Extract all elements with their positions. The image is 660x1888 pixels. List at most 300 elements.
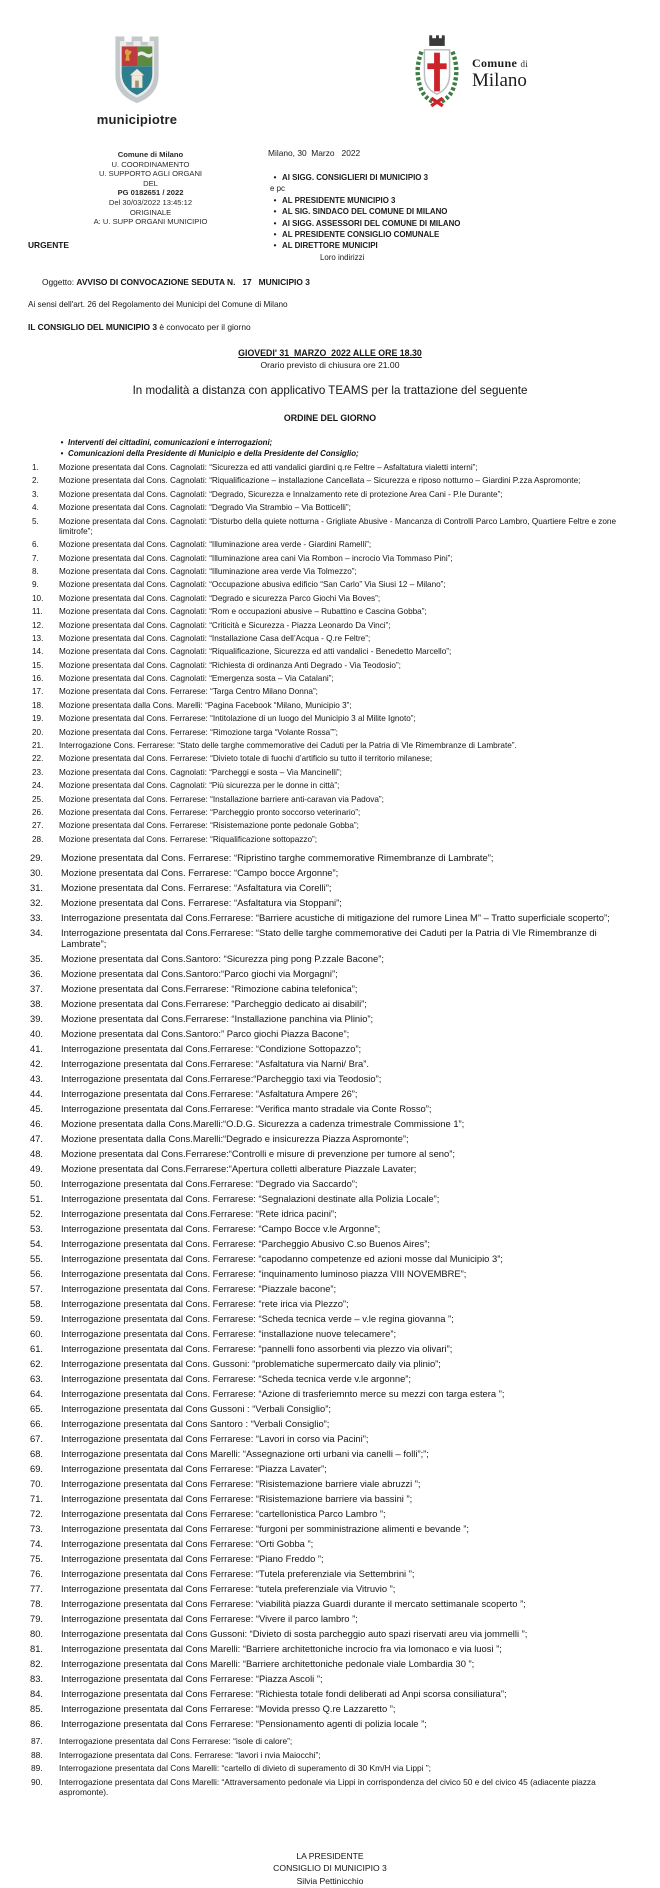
agenda-item	[28, 503, 632, 513]
agenda-item	[28, 1493, 632, 1505]
agenda-item	[28, 1163, 632, 1175]
agenda-item-text: Mozione presentata dal Cons. Cagnolati: “Illuminazione area verde - Giardini Ramelli”;	[59, 540, 372, 550]
agenda-item-number: 7.	[32, 553, 39, 563]
agenda-item-text: Interrogazione presentata dal Cons Ferrarese: “furgoni per somministrazione alimenti e bevande ”;	[61, 1522, 470, 1534]
preliminary-item	[28, 437, 632, 448]
agenda-item-number: 86.	[30, 1717, 44, 1729]
agenda-item	[28, 661, 632, 671]
agenda-item	[28, 490, 632, 500]
agenda-item-text: Interrogazione presentata dal Cons.Ferrarese: “Barriere acustiche di mitigazione del rumore Linea M” – Tratto superficiale scoperto”;	[61, 911, 610, 923]
agenda-item	[28, 1073, 632, 1085]
agenda-item-number: 74.	[30, 1537, 44, 1549]
agenda-item-number: 89.	[31, 1763, 43, 1774]
agenda-item	[28, 674, 632, 684]
comune-di-milano-wreath-icon	[408, 34, 466, 112]
agenda-item-text: Interrogazione presentata dal Cons Ferrarese: “viabilità piazza Guardi durante il mercato settimanale scoperto ”;	[61, 1597, 526, 1609]
bullet-icon: •	[273, 195, 277, 205]
agenda-item-number: 80.	[30, 1627, 44, 1639]
agenda-item-number: 67.	[30, 1432, 44, 1444]
agenda-item-text: Mozione presentata dal Cons. Ferrarese: “Rimozione targa “Volante Rossa””;	[59, 727, 338, 737]
recipient-text: AL SIG. SINDACO DEL COMUNE DI MILANO	[282, 207, 448, 217]
agenda-item	[28, 554, 632, 564]
agenda-item	[28, 768, 632, 778]
agenda-item-text: Mozione presentata dal Cons.Ferrarese:“Apertura colletti alberature Piazzale Lavater;	[61, 1163, 417, 1175]
agenda-item-text: Mozione presentata dal Cons.Santoro: “Sicurezza ping pong P.zzale Bacone”;	[61, 953, 384, 965]
agenda-item-number: 20.	[32, 727, 44, 737]
agenda-item	[28, 1736, 632, 1746]
agenda-item-text: Interrogazione presentata dal Cons Gussoni: “Divieto di sosta parcheggio auto spazi riservati areu via jommelli ”;	[61, 1627, 528, 1639]
agenda-item-number: 47.	[30, 1133, 44, 1145]
agenda-item-number: 83.	[30, 1672, 44, 1684]
agenda-item-number: 76.	[30, 1567, 44, 1579]
stamp-line: Del 30/03/2022 13:45:12	[108, 197, 193, 207]
agenda-item-text: Mozione presentata dal Cons. Cagnolati: “Più sicurezza per le donne in città”;	[59, 781, 340, 791]
agenda-item-number: 87.	[31, 1736, 43, 1747]
agenda-item-number: 3.	[32, 489, 39, 499]
stamp-line: DEL	[143, 178, 158, 188]
agenda-item-text: Interrogazione presentata dal Cons. Ferrarese: “capodanno competenze ed azioni mosse dal Municipio 3”;	[61, 1253, 503, 1265]
signature-block	[28, 1850, 632, 1888]
agenda-item-text: Mozione presentata dal Cons. Ferrarese: “Installazione barriere anti-caravan via Padova”;	[59, 794, 384, 804]
agenda-item-text: Mozione presentata dal Cons. Cagnolati: “Illuminazione area cani Via Rombon – incrocio Via Tommaso Pini”;	[59, 553, 453, 563]
agenda-item-text: Mozione presentata dalla Cons.Marelli:“Degrado e insicurezza Piazza Aspromonte”;	[61, 1133, 409, 1145]
recipient-text: AI SIGG. CONSIGLIERI DI MUNICIPIO 3	[282, 173, 428, 182]
agenda-item-number: 9.	[32, 580, 39, 590]
agenda-item	[28, 1298, 632, 1310]
agenda-item	[28, 998, 632, 1010]
agenda-item-number: 54.	[30, 1238, 44, 1250]
agenda-item-text: Mozione presentata dal Cons. Cagnolati: “Criticità e Sicurezza - Piazza Leonardo Da Vinci”;	[59, 620, 391, 630]
agenda-item-number: 2.	[32, 476, 39, 486]
agenda-item	[28, 1523, 632, 1535]
municipiotre-shield-icon	[110, 30, 164, 106]
agenda-item-number: 25.	[32, 794, 44, 804]
bullet-icon: •	[273, 173, 277, 182]
agenda-item-number: 82.	[30, 1657, 44, 1669]
agenda-item-text: Mozione presentata dal Cons. Ferrarese: “Campo bocce Argonne”;	[61, 866, 339, 878]
agenda-item-number: 38.	[30, 998, 44, 1010]
agenda-item-number: 49.	[30, 1163, 44, 1175]
agenda-item-text: Interrogazione presentata dal Cons. Ferrarese: “lavori i nvia Maiocchi”;	[59, 1749, 321, 1760]
agenda-item	[28, 1613, 632, 1625]
agenda-item-number: 41.	[30, 1043, 44, 1055]
agenda-item	[28, 1508, 632, 1520]
agenda-item-text: Mozione presentata dalla Cons.Marelli:“O.D.G. Sicurezza a cadenza trimestrale Commissione 1”;	[61, 1118, 465, 1130]
agenda-item	[28, 1777, 632, 1798]
agenda-item	[28, 1268, 632, 1280]
agenda-item	[28, 983, 632, 995]
stamp-line: ORIGINALE	[129, 207, 172, 217]
bullet-icon: •	[273, 230, 277, 240]
agenda-item-text: Mozione presentata dal Cons. Cagnolati: “Sicurezza ed atti vandalici giardini q.re Feltre – Asfaltatura vialetti interni”;	[59, 463, 478, 472]
agenda-item	[28, 1178, 632, 1190]
agenda-item	[28, 1343, 632, 1355]
subject-line	[28, 266, 632, 299]
agenda-item-text: Interrogazione presentata dal Cons. Ferrarese: “pannelli fono assorbenti via plezzo via olivari”;	[61, 1343, 453, 1355]
agenda-item-number: 72.	[30, 1507, 44, 1519]
agenda-item	[28, 1358, 632, 1370]
bullet-icon: •	[273, 218, 277, 228]
agenda-item-text: Interrogazione presentata dal Cons Marelli: “Attraversamento pedonale via Lippi in corrispondenza del civico 50 e del civico 45 (adiacente piazza aspromonte).	[59, 1777, 596, 1798]
agenda-item-number: 75.	[30, 1552, 44, 1564]
agenda-item	[28, 912, 632, 924]
agenda-item-text: Interrogazione presentata dal Cons Ferrarese: “Orti Gobba ”;	[61, 1537, 314, 1549]
recipient-text: AI SIGG. ASSESSORI DEL COMUNE DI MILANO	[282, 218, 461, 228]
agenda-item-text: Mozione presentata dal Cons. Cagnolati: “Disturbo della quiete notturna - Grigliate Abusive - Mancanza di Controlli Parco Lambro, Quartiere Feltre e zone limitrofe”;	[59, 516, 617, 536]
agenda-item	[28, 852, 632, 864]
agenda-item-text: Mozione presentata dal Cons.Ferrarese: “Parcheggio dedicato ai disabili”;	[61, 998, 367, 1010]
agenda-item-text: Mozione presentata dal Cons. Ferrarese: “Riqualificazione sottopazzo”;	[59, 834, 318, 844]
agenda-item-number: 88.	[31, 1749, 43, 1760]
agenda-item	[28, 687, 632, 697]
agenda-item-number: 73.	[30, 1522, 44, 1534]
agenda-item-text: Mozione presentata dal Cons. Ferrarese: “Divieto totale di fuochi d’artificio su tutto il territorio milanese;	[59, 754, 433, 764]
agenda-item-number: 44.	[30, 1088, 44, 1100]
agenda-item-text: Interrogazione presentata dal Cons.Ferrarese: “Degrado via Saccardo”;	[61, 1178, 358, 1190]
agenda-item-text: Interrogazione presentata dal Cons.Ferrarese: “Asfaltatura via Narni/ Bra”.	[61, 1058, 369, 1070]
agenda-item-number: 45.	[30, 1103, 44, 1115]
preliminary-items	[28, 437, 632, 459]
bullet-icon: •	[273, 207, 277, 217]
agenda-item-number: 79.	[30, 1612, 44, 1624]
agenda-item	[28, 1463, 632, 1475]
agenda-item	[28, 1418, 632, 1430]
agenda-item-text: Interrogazione presentata dal Cons Ferrarese: “Piazza Ascoli ”;	[61, 1672, 323, 1684]
agenda-item-text: Mozione presentata dal Cons.Ferrarese: “Installazione panchina via Plinio”;	[61, 1013, 374, 1025]
agenda-item	[28, 1763, 632, 1773]
recipient-item	[268, 240, 608, 251]
agenda-item-number: 63.	[30, 1373, 44, 1385]
agenda-item-text: Interrogazione presentata dal Cons Ferrarese: “Piano Freddo ”;	[61, 1552, 324, 1564]
date-line: Milano, 30 Marzo 2022	[268, 148, 361, 158]
agenda-item-number: 34.	[30, 926, 44, 938]
agenda-item-text: Interrogazione presentata dal Cons Marelli: “Barriere architettoniche pedonale viale Lombardia 30 ”;	[61, 1657, 475, 1669]
agenda-item	[28, 463, 632, 473]
agenda-item	[28, 1688, 632, 1700]
agenda-item	[28, 897, 632, 909]
agenda-item-text: Mozione presentata dal Cons.Ferrarese: “Rimozione cabina telefonica”;	[61, 983, 358, 995]
agenda-item-text: Interrogazione presentata dal Cons. Ferrarese: “installazione nuove telecamere”;	[61, 1328, 397, 1340]
agenda-item	[28, 781, 632, 791]
agenda-item-number: 31.	[30, 881, 44, 893]
agenda-item	[28, 835, 632, 845]
agenda-item-number: 53.	[30, 1223, 44, 1235]
agenda-item	[28, 1103, 632, 1115]
agenda-item-text: Mozione presentata dal Cons. Cagnolati: “Parcheggi e sosta – Via Mancinelli”;	[59, 767, 342, 777]
agenda-item	[28, 647, 632, 657]
agenda-item-text: Mozione presentata dal Cons.Ferrarese:“Controlli e misure di prevenzione per tumore al seno”;	[61, 1148, 455, 1160]
di-text: di	[520, 58, 529, 69]
agenda-item-number: 56.	[30, 1268, 44, 1280]
agenda-item-text: Mozione presentata dal Cons. Ferrarese: “Intitolazione di un luogo del Municipio 3 al Milite Ignoto”;	[59, 714, 416, 724]
recipient-item	[268, 218, 608, 229]
agenda-item-number: 26.	[32, 807, 44, 817]
bullet-icon: •	[273, 241, 277, 251]
agenda-item	[28, 1388, 632, 1400]
agenda-item	[28, 1313, 632, 1325]
agenda-item-text: Mozione presentata dal Cons. Ferrarese: “Asfaltatura via Stoppani”;	[61, 896, 342, 908]
agenda-item-number: 50.	[30, 1178, 44, 1190]
agenda-item-text: Mozione presentata dal Cons.Santoro:“Parco giochi via Morgagni”;	[61, 968, 338, 980]
agenda-item-text: Interrogazione presentata dal Cons. Ferrarese: “Campo Bocce v.le Argonne”;	[61, 1223, 381, 1235]
agenda-item-number: 5.	[32, 516, 39, 526]
subject-label: Oggetto:	[41, 277, 77, 287]
recipients-list	[268, 195, 608, 252]
agenda-item-number: 13.	[32, 633, 44, 643]
agenda-item	[28, 1283, 632, 1295]
agenda-item-text: Mozione presentata dal Cons. Cagnolati: “Riqualificazione, Sicurezza ed atti vandalici - Benedetto Marcello”;	[59, 647, 452, 657]
agenda-item-number: 6.	[32, 540, 39, 550]
agenda-item-number: 78.	[30, 1597, 44, 1609]
agenda-item-number: 11.	[32, 607, 43, 617]
agenda-item-number: 68.	[30, 1447, 44, 1459]
agenda-item-text: Interrogazione presentata dal Cons Marelli: “Assegnazione orti urbani via canelli – folli”;”;	[61, 1447, 429, 1459]
agenda-item-number: 36.	[30, 968, 44, 980]
agenda-item-text: Mozione presentata dal Cons. Cagnolati: “Installazione Casa dell’Acqua - Q.re Feltre”;	[59, 633, 371, 643]
agenda-item	[28, 1238, 632, 1250]
agenda-item	[28, 1223, 632, 1235]
recipients-list-top	[268, 172, 608, 183]
recipient-item	[268, 172, 608, 183]
recipient-text: AL PRESIDENTE CONSIGLIO COMUNALE	[282, 230, 440, 240]
agenda-item	[28, 1718, 632, 1730]
agenda-item-text: Interrogazione presentata dal Cons. Ferrarese: “Segnalazioni destinate alla Polizia Locale”;	[61, 1193, 440, 1205]
stamp-line: U. SUPPORTO AGLI ORGANI	[98, 169, 203, 179]
agenda-item-number: 62.	[30, 1358, 44, 1370]
agenda-item	[28, 1058, 632, 1070]
agenda-item-text: Interrogazione presentata dal Cons Gussoni : “Verbali Consiglio”;	[61, 1402, 331, 1414]
milano-text: Milano	[472, 69, 527, 91]
agenda-item-number: 17.	[32, 687, 44, 697]
agenda-item-number: 70.	[30, 1477, 44, 1489]
signature-name: Silvia Pettinicchio	[296, 1875, 364, 1886]
loro-indirizzi: Loro indirizzi	[320, 252, 365, 262]
agenda-item	[28, 808, 632, 818]
agenda-item-number: 14.	[32, 647, 44, 657]
session-mode: In modalità a distanza con applicativo TEAMS per la trattazione del seguente	[132, 384, 528, 397]
agenda-item-number: 58.	[30, 1298, 44, 1310]
agenda-item-text: Mozione presentata dal Cons. Cagnolati: “Degrado Via Strambio – Via Botticelli”;	[59, 503, 351, 513]
agenda-item-text: Interrogazione presentata dal Cons Ferrarese: “Pensionamento agenti di polizia locale ”;	[61, 1717, 427, 1729]
agenda-item	[28, 714, 632, 724]
comune-di-milano-logo	[408, 34, 528, 112]
recipients-block	[268, 148, 608, 263]
session-closing: Orario previsto di chiusura ore 21.00	[260, 360, 400, 370]
agenda-item-number: 8.	[32, 566, 39, 576]
agenda-item	[28, 1043, 632, 1055]
agenda-item-number: 59.	[30, 1313, 44, 1325]
agenda-item	[28, 867, 632, 879]
agenda-item-number: 16.	[32, 674, 44, 684]
agenda-item-number: 24.	[32, 781, 44, 791]
agenda-item-text: Interrogazione presentata dal Cons Ferrarese: “Tutela preferenziale via Settembrini ”;	[61, 1567, 415, 1579]
agenda-item-number: 57.	[30, 1283, 44, 1295]
agenda-item	[28, 1598, 632, 1610]
agenda-item	[28, 701, 632, 711]
agenda-item-number: 28.	[32, 834, 44, 844]
agenda-item-text: Interrogazione presentata dal Cons.Ferrarese: “Condizione Sottopazzo”;	[61, 1043, 362, 1055]
subject-text: AVVISO DI CONVOCAZIONE SEDUTA N. 17 MUNICIPIO 3	[76, 277, 310, 287]
agenda-item-number: 52.	[30, 1208, 44, 1220]
recipient-item	[268, 206, 608, 217]
stamp-line: Comune di Milano	[117, 150, 184, 159]
agenda-item-text: Mozione presentata dal Cons. Ferrarese: “Targa Centro Milano Donna”;	[59, 687, 318, 697]
agenda-item-number: 4.	[32, 503, 39, 513]
agenda-item-text: Interrogazione presentata dal Cons.Ferrarese: “Verifica manto stradale via Conte Rosso”;	[61, 1103, 432, 1115]
agenda-item-text: Interrogazione presentata dal Cons Ferrarese: “tutela preferenziale via Vitruvio ”;	[61, 1582, 396, 1594]
agenda-item-number: 90.	[31, 1777, 43, 1788]
recipient-text: AL DIRETTORE MUNICIPI	[282, 241, 378, 251]
agenda-item-text: Interrogazione presentata dal Cons Ferrarese: “Risistemazione barriere via bassini ”;	[61, 1492, 413, 1504]
agenda-item	[28, 1193, 632, 1205]
agenda-item-number: 32.	[30, 896, 44, 908]
agenda-item-text: Interrogazione presentata dal Cons Ferrarese: “Piazza Lavater”;	[61, 1462, 327, 1474]
convocation-bold: IL CONSIGLIO DEL MUNICIPIO 3	[28, 322, 158, 332]
agenda-title: ORDINE DEL GIORNO	[283, 413, 377, 423]
agenda-item-text: Interrogazione presentata dal Cons.Ferrarese: “Asfaltatura Ampere 26”;	[61, 1088, 358, 1100]
agenda-item-text: Interrogazione presentata dal Cons Ferrarese: “Vivere il parco lambro ”;	[61, 1612, 358, 1624]
agenda-item-number: 43.	[30, 1073, 44, 1085]
stamp-line: U. COORDINAMENTO	[111, 159, 190, 169]
agenda-item-text: Interrogazione presentata dal Cons. Gussoni: “problematiche supermercato daily via plinio”;	[61, 1358, 441, 1370]
agenda-item-number: 65.	[30, 1402, 44, 1414]
agenda-item-number: 1.	[32, 463, 39, 472]
bullet-icon: •	[60, 438, 64, 447]
agenda-item	[28, 1583, 632, 1595]
agenda-item-text: Interrogazione presentata dal Cons.Ferrarese: “Stato delle targhe commemorative dei Caduti per la Patria di Vle Rimembranze di Lambrate”;	[61, 926, 597, 950]
agenda-item-text: Interrogazione Cons. Ferrarese: “Stato delle targhe commemorative dei Caduti per la Patria di Vle Rimembranze di Lambrate”.	[59, 741, 517, 751]
agenda-item	[28, 795, 632, 805]
agenda-item-number: 77.	[30, 1582, 44, 1594]
agenda-item	[28, 594, 632, 604]
agenda-item-text: Interrogazione presentata dal Cons Ferrarese: “cartellonistica Parco Lambro ”;	[61, 1507, 386, 1519]
urgent-label: URGENTE	[28, 240, 69, 250]
agenda-item	[28, 1538, 632, 1550]
agenda-item-text: Interrogazione presentata dal Cons Ferrarese: “Risistemazione barriere viale abruzzi ”;	[61, 1477, 421, 1489]
preliminary-text: Interventi dei cittadini, comunicazioni e interrogazioni;	[68, 438, 273, 447]
agenda-item	[28, 580, 632, 590]
agenda-item	[28, 968, 632, 980]
agenda-item-number: 10.	[32, 593, 44, 603]
agenda-item	[28, 634, 632, 644]
agenda-item-text: Mozione presentata dalla Cons. Marelli: “Pagina Facebook “Milano, Municipio 3”;	[59, 700, 352, 710]
agenda-item	[28, 517, 632, 537]
agenda-item-text: Mozione presentata dal Cons. Cagnolati: “Richiesta di ordinanza Anti Degrado - Via Teodosio”;	[59, 660, 401, 670]
agenda-item-text: Interrogazione presentata dal Cons Marelli: “cartello di divieto di superamento di 30 Km/H via Lippi ”;	[59, 1763, 431, 1774]
agenda-item-number: 18.	[32, 700, 44, 710]
agenda-item	[28, 1628, 632, 1640]
municipiotre-logo	[72, 30, 202, 127]
agenda-item	[28, 1403, 632, 1415]
agenda-item	[28, 882, 632, 894]
recipient-text: AL PRESIDENTE MUNICIPIO 3	[282, 195, 396, 205]
agenda-item-number: 55.	[30, 1253, 44, 1265]
agenda-item-number: 15.	[32, 660, 44, 670]
agenda-item-number: 71.	[30, 1492, 44, 1504]
agenda-item-number: 85.	[30, 1702, 44, 1714]
agenda-item	[28, 1148, 632, 1160]
agenda-item-number: 39.	[30, 1013, 44, 1025]
agenda-item-text: Interrogazione presentata dal Cons. Ferrarese: “Piazzale bacone”;	[61, 1283, 337, 1295]
agenda-item	[28, 1553, 632, 1565]
agenda-item-number: 29.	[30, 851, 44, 863]
agenda-item-text: Mozione presentata dal Cons. Cagnolati: “Illuminazione area verde Via Tolmezzo”;	[59, 566, 357, 576]
agenda-item-text: Interrogazione presentata dal Cons Santoro : “Verbali Consiglio”;	[61, 1417, 330, 1429]
preliminary-item	[28, 448, 632, 459]
agenda-item	[28, 567, 632, 577]
agenda-item-number: 37.	[30, 983, 44, 995]
agenda-item-text: Interrogazione presentata dal Cons Ferrarese: “Lavori in corso via Pacini”;	[61, 1432, 369, 1444]
agenda-item-number: 48.	[30, 1148, 44, 1160]
agenda-item-text: Mozione presentata dal Cons. Cagnolati: “Emergenza sosta – Via Catalani”;	[59, 674, 334, 684]
agenda-item-number: 61.	[30, 1343, 44, 1355]
agenda-item	[28, 1703, 632, 1715]
agenda-item-number: 35.	[30, 953, 44, 965]
agenda-item	[28, 741, 632, 751]
agenda-item-number: 46.	[30, 1118, 44, 1130]
convocation-line	[28, 322, 632, 332]
agenda-item-number: 40.	[30, 1028, 44, 1040]
agenda-item	[28, 927, 632, 950]
agenda-item-text: Interrogazione presentata dal Cons. Ferrarese: “Azione di trasferiemnto merce su mezzi con targa estera ”;	[61, 1388, 505, 1399]
agenda-item-text: Interrogazione presentata dal Cons.Ferrarese: “Rete idrica pacini”;	[61, 1208, 337, 1220]
preliminary-text: Comunicazioni della Presidente di Municipio e della Presidente del Consiglio;	[68, 449, 359, 458]
agenda-item-text: Mozione presentata dal Cons. Ferrarese: “Asfaltatura via Corelli”;	[61, 881, 332, 893]
agenda-list	[28, 463, 632, 1798]
agenda-item	[28, 1088, 632, 1100]
agenda-item-text: Interrogazione presentata dal Cons Marelli: “Barriere architettoniche incrocio fra via lomonaco e via luosi ”;	[61, 1642, 502, 1654]
agenda-item	[28, 1118, 632, 1130]
bullet-icon: •	[60, 449, 64, 458]
agenda-item-text: Mozione presentata dal Cons. Ferrarese: “Ripristino targhe commemorative Rimembranze di Lambrate”;	[61, 851, 494, 863]
agenda-item-number: 66.	[30, 1417, 44, 1429]
agenda-item-number: 19.	[32, 714, 44, 724]
stamp-line: PG 0182651 / 2022	[117, 188, 184, 198]
agenda-item	[28, 1133, 632, 1145]
agenda-item-text: Mozione presentata dal Cons. Cagnolati: “Degrado, Sicurezza e Innalzamento rete di protezione Area Cani - P.le Durante”;	[59, 489, 503, 499]
agenda-item	[28, 1028, 632, 1040]
agenda-item	[28, 1373, 632, 1385]
agenda-item	[28, 728, 632, 738]
comune-text: Comune	[472, 55, 518, 70]
session-datetime: GIOVEDI' 31 MARZO 2022 ALLE ORE 18.30	[238, 348, 422, 358]
agenda-item	[28, 1673, 632, 1685]
agenda-item-number: 81.	[30, 1642, 44, 1654]
convocation-rest: è convocato per il giorno	[157, 322, 251, 332]
agenda-item-text: Mozione presentata dal Cons. Cagnolati: “Occupazione abusiva edificio “San Carlo” Via Siusi 12 – Milano”;	[59, 580, 446, 590]
recipient-item	[268, 195, 608, 206]
agenda-item-number: 42.	[30, 1058, 44, 1070]
agenda-item-number: 23.	[32, 767, 44, 777]
agenda-item-text: Interrogazione presentata dal Cons.Ferrarese:“Parcheggio taxi via Teodosio”;	[61, 1073, 382, 1085]
agenda-item	[28, 821, 632, 831]
agenda-item-text: Mozione presentata dal Cons. Cagnolati: “Riqualificazione – installazione Cancellata – Sicurezza e riposo notturno – Giardini P.zza Aspromonte;	[59, 476, 581, 486]
agenda-item	[28, 1478, 632, 1490]
epc-note: e pc	[270, 184, 285, 194]
agenda-item	[28, 953, 632, 965]
agenda-item	[28, 476, 632, 486]
agenda-item	[28, 1433, 632, 1445]
agenda-item	[28, 1013, 632, 1025]
agenda-item-text: Interrogazione presentata dal Cons Ferrarese: “Richiesta totale fondi deliberati ad Anpi scorsa consiliatura”;	[61, 1687, 507, 1699]
agenda-item	[28, 754, 632, 764]
agenda-item-number: 60.	[30, 1328, 44, 1340]
signature-org: CONSIGLIO DI MUNICIPIO 3	[273, 1863, 387, 1874]
agenda-item-text: Mozione presentata dal Cons.Santoro:” Parco giochi Piazza Bacone”;	[61, 1028, 350, 1040]
agenda-item	[28, 607, 632, 617]
agenda-item-text: Interrogazione presentata dal Cons. Ferrarese: “Scheda tecnica verde – v.le regina giovanna ”;	[61, 1313, 454, 1325]
agenda-item	[28, 1568, 632, 1580]
